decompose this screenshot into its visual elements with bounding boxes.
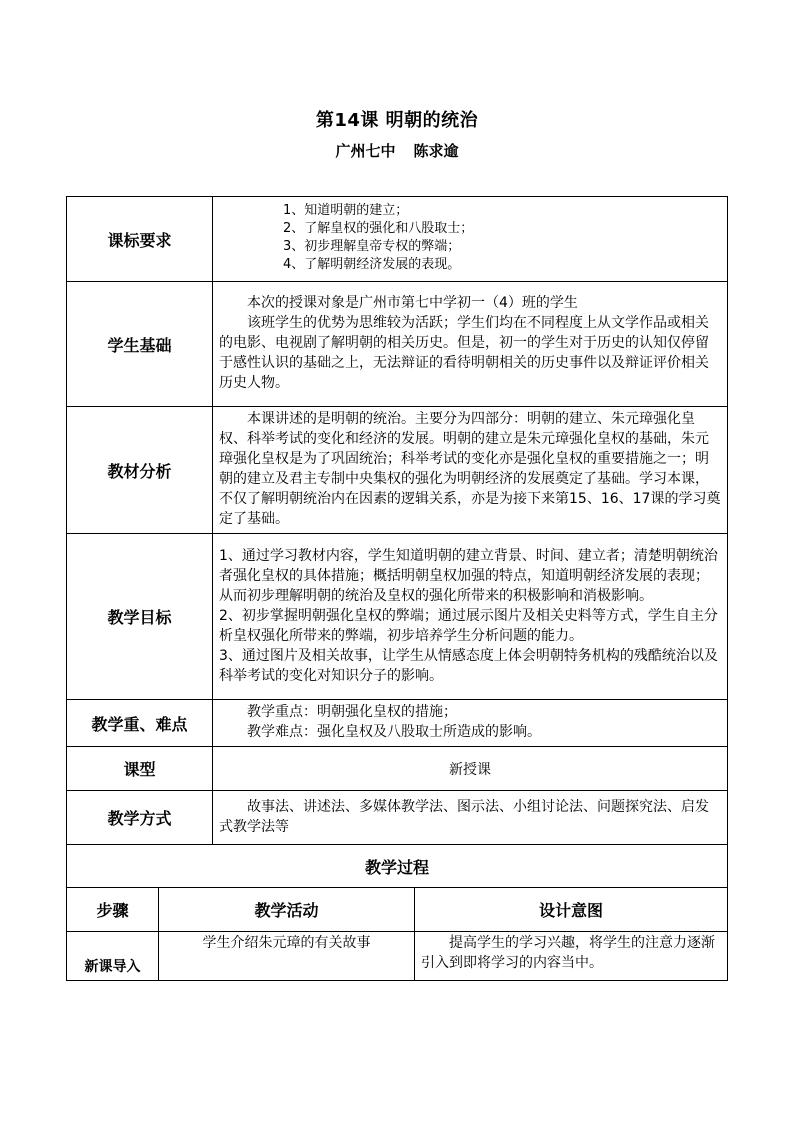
row-label: 课标要求 <box>67 197 213 282</box>
activity-cell: 学生介绍朱元璋的有关故事 <box>159 932 415 981</box>
row-xuesheng <box>67 282 728 407</box>
list-item: 4、了解明朝经济发展的表现。 <box>283 257 461 272</box>
intent-cell: 提高学生的学习兴趣，将学生的注意力逐渐引入到即将学习的内容当中。 <box>415 932 728 981</box>
school-name: 广州七中 <box>335 142 396 160</box>
row-content <box>213 407 728 534</box>
list-item: 2、了解皇权的强化和八股取士； <box>283 221 474 236</box>
row-content <box>213 197 728 282</box>
row-jiaocai <box>67 407 728 534</box>
row-content <box>213 700 728 747</box>
paragraph: 教学重点：明朝强化皇权的措施； <box>247 704 458 720</box>
process-heading-row <box>67 845 728 888</box>
row-label: 教学重、难点 <box>67 700 213 747</box>
column-header-activity: 教学活动 <box>159 888 415 932</box>
paragraph: 本次的授课对象是广州市第七中学初一（4）班的学生 <box>247 295 578 311</box>
table-row <box>67 932 728 981</box>
row-label: 学生基础 <box>67 282 213 407</box>
author-line <box>0 140 794 161</box>
process-heading: 教学过程 <box>67 845 728 888</box>
row-mubiao <box>67 534 728 700</box>
row-kexing <box>67 747 728 791</box>
process-header-row <box>67 888 728 932</box>
paragraph: 教学难点：强化皇权及八股取士所造成的影响。 <box>247 724 542 740</box>
list-item: 1、知道明朝的建立； <box>283 203 409 218</box>
row-content: 新授课 <box>213 747 728 791</box>
page-title: 第14课 明朝的统治 <box>315 110 479 131</box>
list-item: 3、初步理解皇帝专权的弊端； <box>283 239 461 254</box>
row-content <box>213 282 728 407</box>
row-kebiao <box>67 197 728 282</box>
paragraph: 本课讲述的是明朝的统治。主要分为四部分：明朝的建立、朱元璋强化皇权、科举考试的变化和经济的发展。明朝的建立是朱元璋强化皇权的基础，朱元璋强化皇权是为了巩固统治；科举考试的变化亦是强化皇权的重要措施之一；明朝的建立及君主专制中央集权的强化为明朝经济的发展奠定了基础。学习本课，不仅了解明朝统治内在因素的逻辑关系，亦是为接下来第15、16、17课的学习奠定了基础。 <box>219 411 721 527</box>
column-header-intent: 设计意图 <box>415 888 728 932</box>
paragraph: 2、初步掌握明朝强化皇权的弊端；通过展示图片及相关史料等方式，学生自主分析皇权强化所带来的弊端，初步培养学生分析问题的能力。 <box>219 607 718 644</box>
paragraph: 故事法、讲述法、多媒体教学法、图示法、小组讨论法、问题探究法、启发式教学法等 <box>219 798 710 835</box>
row-label: 课型 <box>67 747 213 791</box>
row-label: 教材分析 <box>67 407 213 534</box>
paragraph: 1、通过学习教材内容，学生知道明朝的建立背景、时间、建立者；清楚明朝统治者强化皇权的具体措施；概括明朝皇权加强的特点，知道明朝经济发展的表现；从而初步理解明朝的统治及皇权的强化所带来的积极影响和消极影响。 <box>219 547 718 604</box>
row-label: 教学方式 <box>67 791 213 845</box>
paragraph: 3、通过图片及相关故事，让学生从情感态度上体会明朝特务机构的残酷统治以及科举考试的变化对知识分子的影响。 <box>219 647 718 684</box>
row-content <box>213 791 728 845</box>
column-header-step: 步骤 <box>67 888 159 932</box>
author-name: 陈求逾 <box>413 142 459 160</box>
lesson-plan-table <box>66 196 728 981</box>
paragraph: 该班学生的优势为思维较为活跃；学生们均在不同程度上从文学作品或相关的电影、电视剧了解明朝的相关历史。但是，初一的学生对于历史的认知仅停留于感性认识的基础之上，无法辩证的看待明朝相关的历史事件以及辩证评价相关历史人物。 <box>219 315 710 391</box>
row-fangshi <box>67 791 728 845</box>
step-cell: 新课导入 <box>67 932 159 981</box>
row-label: 教学目标 <box>67 534 213 700</box>
row-content <box>213 534 728 700</box>
row-zhongdian <box>67 700 728 747</box>
